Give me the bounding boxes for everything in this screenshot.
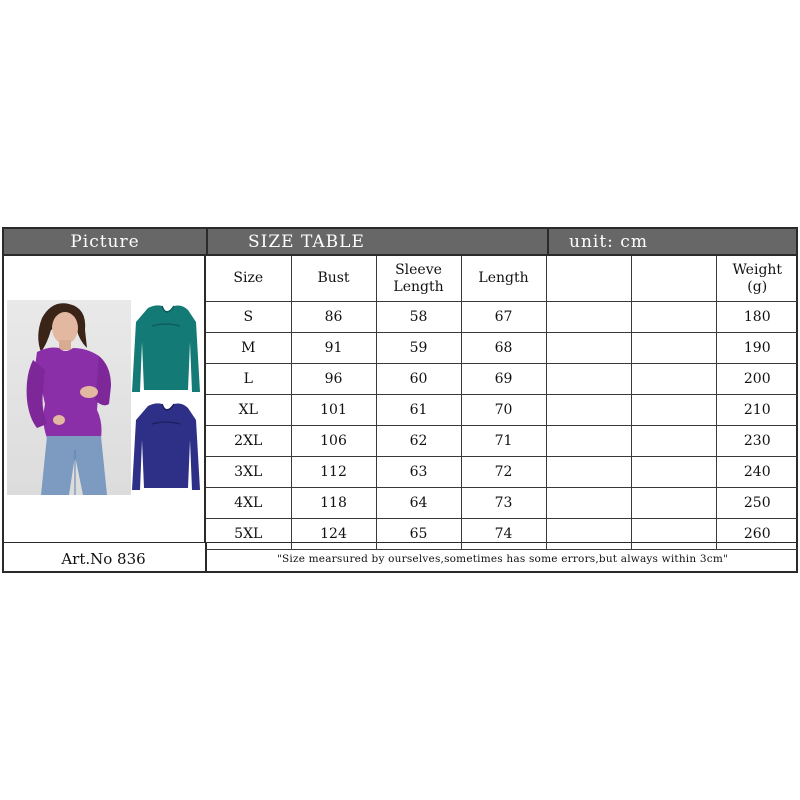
table-row (206, 488, 798, 519)
sleeve-length-cell: 65 (376, 519, 461, 550)
column-header-length: Length (461, 256, 546, 302)
weight-cell: 200 (716, 364, 798, 395)
size-table-title (206, 227, 547, 256)
weight-cell: 250 (716, 488, 798, 519)
sleeve-length-cell: 60 (376, 364, 461, 395)
size-cell: L (206, 364, 291, 395)
picture-header-label: Picture (70, 231, 140, 252)
column-header-empty-2 (631, 256, 716, 302)
unit-label (547, 227, 798, 256)
size-cell: 3XL (206, 457, 291, 488)
column-header-sleeve-length: Sleeve Length (376, 256, 461, 302)
empty-cell (546, 395, 631, 426)
weight-cell: 240 (716, 457, 798, 488)
empty-cell (546, 333, 631, 364)
column-header-weight: Weight (g) (716, 256, 798, 302)
weight-cell: 190 (716, 333, 798, 364)
table-row (206, 457, 798, 488)
weight-cell: 230 (716, 426, 798, 457)
empty-cell (546, 488, 631, 519)
size-cell: XL (206, 395, 291, 426)
bust-cell: 91 (291, 333, 376, 364)
empty-cell (631, 488, 716, 519)
measurement-note (207, 544, 798, 573)
unit-label-text: unit: cm (569, 231, 648, 252)
weight-cell: 180 (716, 302, 798, 333)
table-row (206, 364, 798, 395)
length-cell: 74 (461, 519, 546, 550)
size-table-title-label: SIZE TABLE (248, 231, 365, 252)
empty-cell (546, 426, 631, 457)
length-cell: 67 (461, 302, 546, 333)
length-cell: 71 (461, 426, 546, 457)
article-number (2, 544, 205, 573)
weight-cell: 260 (716, 519, 798, 550)
picture-header (2, 227, 206, 256)
bust-cell: 86 (291, 302, 376, 333)
navy-shirt-photo (130, 400, 202, 492)
bust-cell: 101 (291, 395, 376, 426)
length-cell: 68 (461, 333, 546, 364)
teal-shirt-illustration (130, 302, 202, 394)
navy-shirt-illustration (130, 400, 202, 492)
sleeve-length-cell: 63 (376, 457, 461, 488)
length-cell: 73 (461, 488, 546, 519)
sleeve-length-cell: 59 (376, 333, 461, 364)
measurement-note-text: "Size mearsured by ourselves,sometimes has some errors,but always within 3cm" (276, 552, 729, 565)
bust-cell: 124 (291, 519, 376, 550)
weight-cell: 210 (716, 395, 798, 426)
size-cell: 4XL (206, 488, 291, 519)
size-cell: 2XL (206, 426, 291, 457)
empty-cell (631, 426, 716, 457)
empty-cell (546, 364, 631, 395)
empty-cell (546, 302, 631, 333)
sleeve-length-cell: 58 (376, 302, 461, 333)
table-row (206, 333, 798, 364)
model-photo-illustration (7, 300, 131, 495)
length-cell: 70 (461, 395, 546, 426)
sleeve-length-cell: 64 (376, 488, 461, 519)
bust-cell: 106 (291, 426, 376, 457)
size-table (206, 256, 798, 550)
empty-cell (631, 302, 716, 333)
length-cell: 69 (461, 364, 546, 395)
column-header-size: Size (206, 256, 291, 302)
article-number-text: Art.No 836 (61, 549, 146, 568)
column-header-empty-1 (546, 256, 631, 302)
size-cell: M (206, 333, 291, 364)
bust-cell: 96 (291, 364, 376, 395)
empty-cell (631, 457, 716, 488)
table-row (206, 302, 798, 333)
bust-cell: 118 (291, 488, 376, 519)
empty-cell (631, 333, 716, 364)
table-row (206, 395, 798, 426)
table-row (206, 426, 798, 457)
column-header-bust: Bust (291, 256, 376, 302)
model-purple-shirt-photo (7, 300, 131, 495)
size-cell: 5XL (206, 519, 291, 550)
sleeve-length-cell: 61 (376, 395, 461, 426)
empty-cell (631, 364, 716, 395)
bust-cell: 112 (291, 457, 376, 488)
empty-cell (546, 457, 631, 488)
empty-cell (631, 395, 716, 426)
size-cell: S (206, 302, 291, 333)
sleeve-length-cell: 62 (376, 426, 461, 457)
length-cell: 72 (461, 457, 546, 488)
teal-shirt-photo (130, 302, 202, 394)
table-header-row (206, 256, 798, 302)
